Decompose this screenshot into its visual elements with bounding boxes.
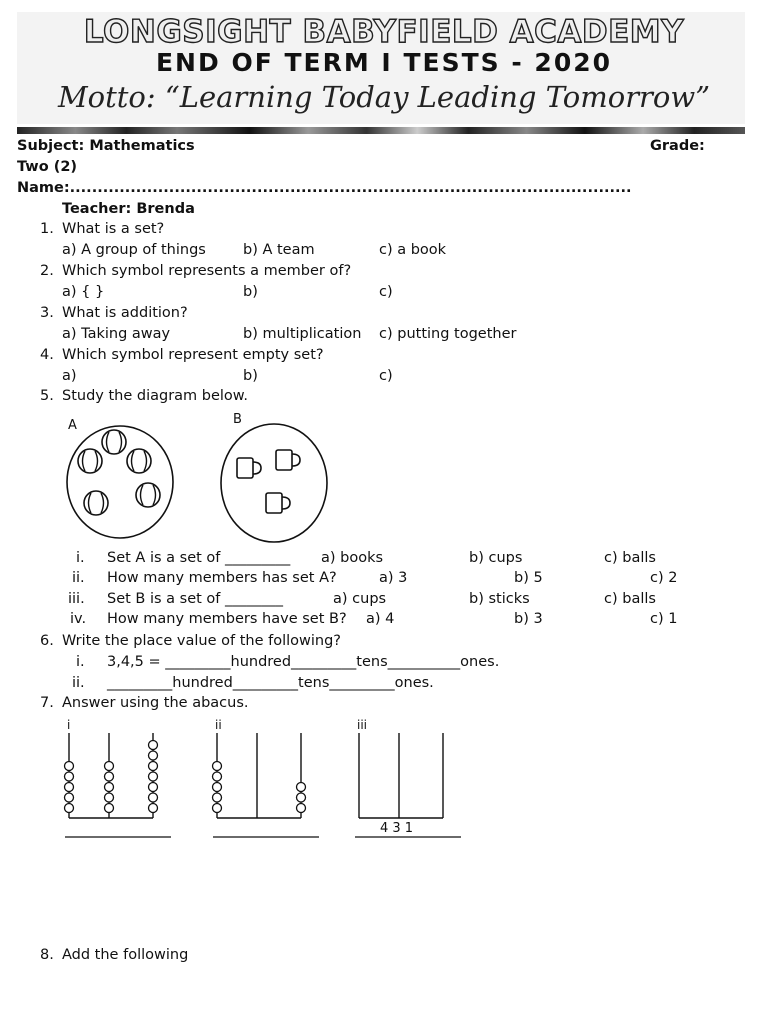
q6-text: Write the place value of the following?	[62, 633, 342, 649]
q5-sub-number: iv.	[70, 611, 87, 627]
ball-icon	[127, 449, 151, 473]
q5-sub-option-c: c) 1	[650, 611, 678, 627]
set-b-label: B	[233, 412, 242, 427]
q3-text: What is addition?	[62, 305, 188, 321]
q5-sub-number: ii.	[72, 570, 85, 586]
q7-number: 7.	[40, 695, 54, 711]
q5-sub-option-b: b) 3	[514, 611, 543, 627]
ball-icon	[84, 491, 108, 515]
abacus-label: iii	[357, 718, 368, 732]
q5-sub-option-c: c) balls	[604, 550, 656, 566]
q6-sub-text: _________hundred_________tens_________ones.	[107, 675, 434, 691]
abacus-label: i	[67, 718, 71, 732]
q4-option-c: c)	[379, 368, 393, 384]
q6-sub-number: ii.	[72, 675, 85, 691]
abacus-bead	[65, 772, 74, 781]
q5-sub-number: i.	[76, 550, 85, 566]
abacus-bead	[65, 783, 74, 792]
q5-sub-option-a: a) 3	[379, 570, 408, 586]
q4-text: Which symbol represent empty set?	[62, 347, 324, 363]
abacus-bead	[65, 804, 74, 813]
abacus-bead	[105, 762, 114, 771]
q4-option-b: b)	[243, 368, 258, 384]
q5-sub-text: Set A is a set of _________	[107, 550, 291, 566]
abacus-bead	[297, 793, 306, 802]
q5-sub-option-b: b) sticks	[469, 591, 530, 607]
q3-option-b: b) multiplication	[243, 326, 362, 342]
cup-icon	[237, 458, 261, 478]
q6-number: 6.	[40, 633, 54, 649]
name-field: Name:......................................................................................................	[17, 180, 632, 196]
q6-sub-number: i.	[76, 654, 85, 670]
q5-sub-option-b: b) cups	[469, 550, 523, 566]
abacus-digits: 4 3 1	[380, 821, 414, 836]
subject-label: Subject: Mathematics	[17, 138, 195, 154]
abacus	[203, 715, 343, 845]
q5-sub-text: How many members have set B?	[107, 611, 347, 627]
q8-number: 8.	[40, 947, 54, 963]
q2-number: 2.	[40, 263, 54, 279]
abacus-bead	[65, 762, 74, 771]
q5-sub-option-a: a) cups	[333, 591, 387, 607]
abacus-bead	[105, 772, 114, 781]
q4-number: 4.	[40, 347, 54, 363]
q2-text: Which symbol represents a member of?	[62, 263, 352, 279]
ball-icon	[78, 449, 102, 473]
q4-option-a: a)	[62, 368, 77, 384]
abacus-bead	[297, 804, 306, 813]
q5-sub-text: Set B is a set of ________	[107, 591, 284, 607]
q6-sub-text: 3,4,5 = _________hundred_________tens__________ones.	[107, 654, 500, 670]
sets-diagram	[60, 408, 340, 544]
q1-text: What is a set?	[62, 221, 165, 237]
abacus-bead	[149, 772, 158, 781]
q3-option-a: a) Taking away	[62, 326, 171, 342]
cup-icon	[266, 493, 290, 513]
exam-title: END OF TERM I TESTS - 2020	[155, 48, 613, 77]
q1-option-c: c) a book	[379, 242, 447, 258]
abacus-bead	[149, 751, 158, 760]
school-motto: Motto: “Learning Today Leading Tomorrow”	[57, 80, 711, 114]
q3-number: 3.	[40, 305, 54, 321]
abacus-bead	[105, 783, 114, 792]
abacus-bead	[105, 804, 114, 813]
cup-icon	[276, 450, 300, 470]
abacus-bead	[297, 783, 306, 792]
header-divider	[17, 127, 745, 134]
abacus-bead	[149, 741, 158, 750]
q5-text: Study the diagram below.	[62, 388, 248, 404]
q5-sub-option-b: b) 5	[514, 570, 543, 586]
q1-option-b: b) A team	[243, 242, 315, 258]
abacus-bead	[213, 793, 222, 802]
q5-sub-text: How many members has set A?	[107, 570, 337, 586]
teacher-label: Teacher: Brenda	[62, 201, 195, 217]
abacus-bead	[149, 793, 158, 802]
abacus-label: ii	[215, 718, 222, 732]
q5-sub-option-a: a) 4	[366, 611, 395, 627]
abacus-bead	[105, 793, 114, 802]
abacus	[55, 715, 195, 845]
abacus-bead	[65, 793, 74, 802]
abacus-bead	[149, 804, 158, 813]
q2-option-c: c)	[379, 284, 393, 300]
abacus-bead	[149, 783, 158, 792]
q5-number: 5.	[40, 388, 54, 404]
set-b-circle	[221, 424, 327, 542]
grade-value: Two (2)	[17, 159, 78, 175]
ball-icon	[136, 483, 160, 507]
set-a-label: A	[68, 418, 77, 433]
grade-label: Grade:	[650, 138, 705, 154]
q1-option-a: a) A group of things	[62, 242, 206, 258]
abacus-bead	[213, 804, 222, 813]
abacus	[345, 715, 485, 845]
q2-option-a: a) { }	[62, 284, 105, 300]
abacus-bead	[213, 762, 222, 771]
q5-sub-option-c: c) balls	[604, 591, 656, 607]
q2-option-b: b)	[243, 284, 258, 300]
q1-number: 1.	[40, 221, 54, 237]
ball-icon	[102, 430, 126, 454]
q5-sub-option-a: a) books	[321, 550, 384, 566]
q3-option-c: c) putting together	[379, 326, 517, 342]
q7-text: Answer using the abacus.	[62, 695, 249, 711]
abacus-bead	[149, 762, 158, 771]
abacus-bead	[213, 772, 222, 781]
abacus-bead	[213, 783, 222, 792]
q5-sub-number: iii.	[68, 591, 85, 607]
school-name: LONGSIGHT BABYFIELD ACADEMY	[83, 14, 685, 50]
q5-sub-option-c: c) 2	[650, 570, 678, 586]
q8-text: Add the following	[62, 947, 189, 963]
